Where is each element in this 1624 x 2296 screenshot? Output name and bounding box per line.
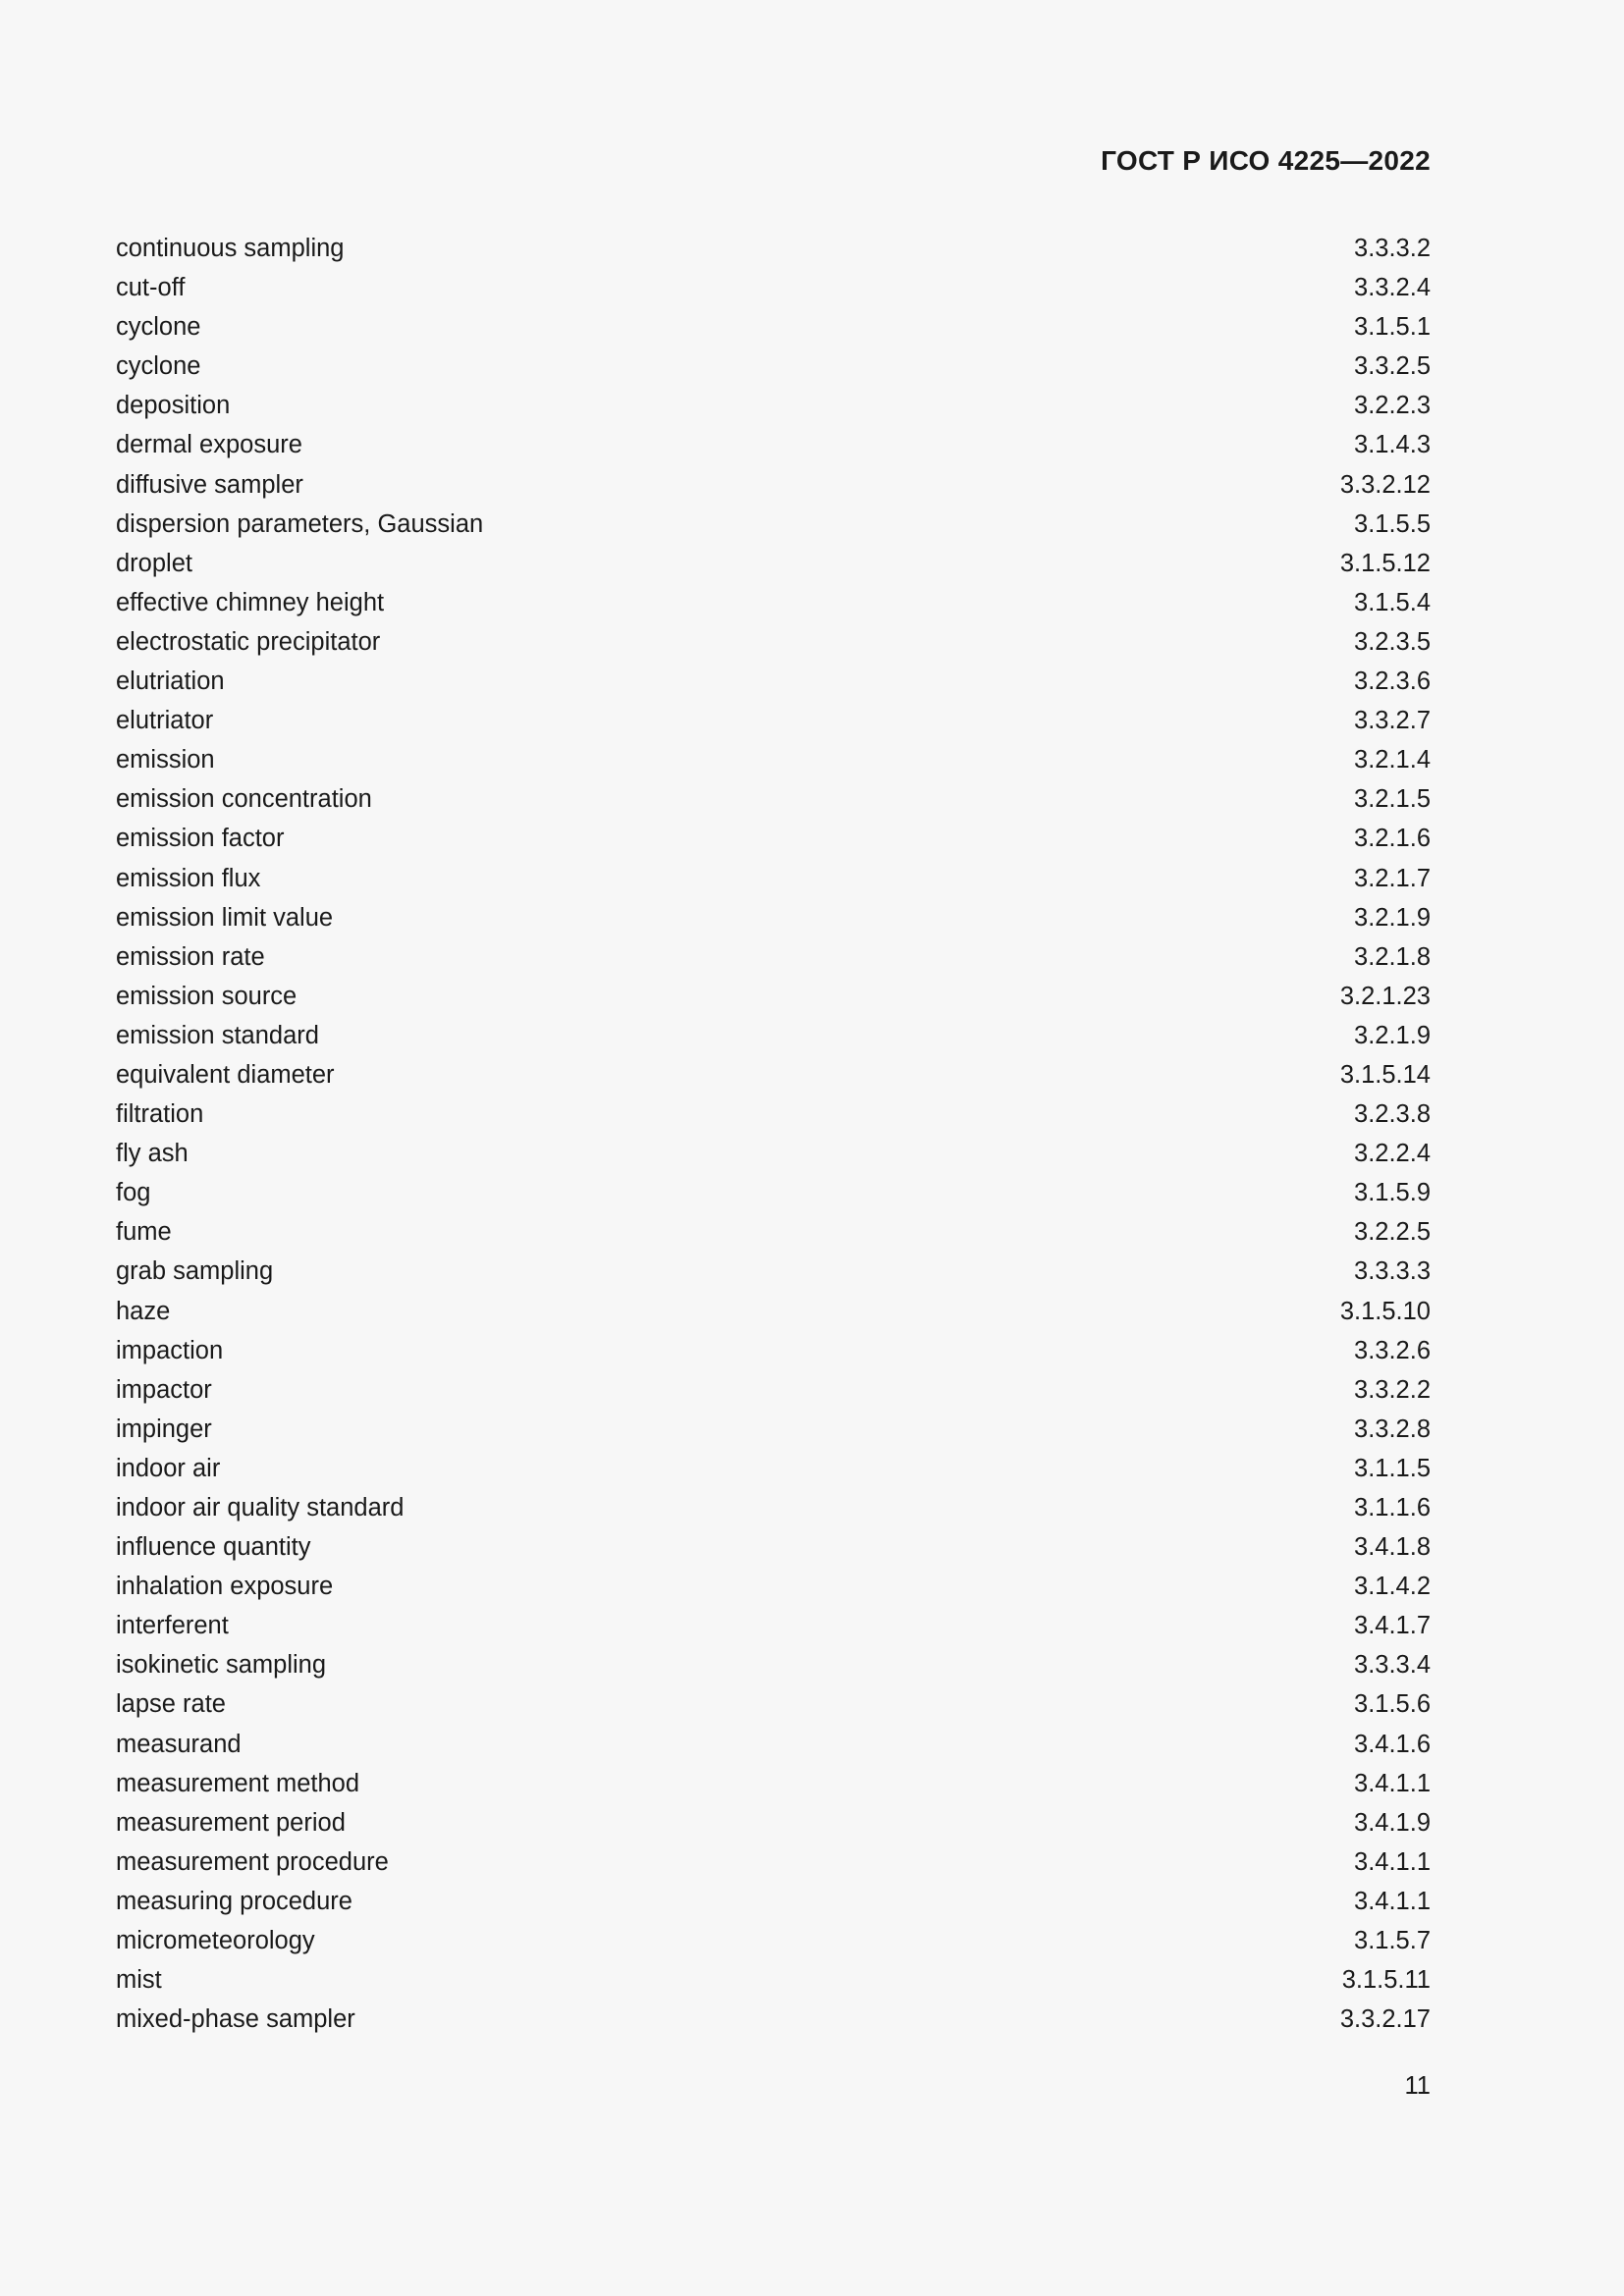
index-clause-ref: 3.3.2.8 xyxy=(1354,1415,1431,1443)
index-term: mist xyxy=(116,1966,162,1995)
index-clause-ref: 3.2.1.9 xyxy=(1354,1021,1431,1049)
index-clause-ref: 3.4.1.1 xyxy=(1354,1769,1431,1797)
index-term: inhalation exposure xyxy=(116,1573,334,1601)
index-term: emission source xyxy=(116,982,298,1010)
index-term: filtration xyxy=(116,1100,204,1129)
index-term: dermal exposure xyxy=(116,431,302,459)
index-term: deposition xyxy=(116,392,231,420)
index-clause-ref: 3.2.1.8 xyxy=(1354,942,1431,971)
index-term: influence quantity xyxy=(116,1533,311,1562)
index-term: cyclone xyxy=(116,352,201,381)
index-entry xyxy=(116,1725,1431,1764)
index-entry xyxy=(116,1449,1431,1488)
index-entry xyxy=(116,1055,1431,1095)
index-term: droplet xyxy=(116,549,192,577)
index-clause-ref: 3.2.2.5 xyxy=(1354,1218,1431,1247)
index-entry xyxy=(116,1292,1431,1331)
index-clause-ref: 3.3.3.2 xyxy=(1354,235,1431,262)
index-clause-ref: 3.1.5.9 xyxy=(1354,1179,1431,1207)
index-entry xyxy=(116,1764,1431,1803)
index-clause-ref: 3.1.1.6 xyxy=(1354,1494,1431,1522)
index-entry xyxy=(116,1684,1431,1724)
index-entry xyxy=(116,386,1431,425)
index-term: effective chimney height xyxy=(116,588,385,616)
index-clause-ref: 3.2.1.7 xyxy=(1354,864,1431,892)
index-clause-ref: 3.4.1.9 xyxy=(1354,1808,1431,1837)
index-entry xyxy=(116,1803,1431,1842)
index-clause-ref: 3.1.5.6 xyxy=(1354,1690,1431,1719)
index-clause-ref: 3.1.4.3 xyxy=(1354,431,1431,459)
index-term: emission standard xyxy=(116,1021,319,1049)
index-clause-ref: 3.2.1.4 xyxy=(1354,746,1431,774)
index-clause-ref: 3.2.1.9 xyxy=(1354,903,1431,932)
index-clause-ref: 3.1.5.12 xyxy=(1339,549,1431,577)
index-entry xyxy=(116,1527,1431,1567)
index-entry xyxy=(116,1095,1431,1134)
index-term: measurement procedure xyxy=(116,1847,389,1876)
index-term: measurement period xyxy=(116,1808,346,1837)
index-entry xyxy=(116,937,1431,977)
index-term: cut-off xyxy=(116,274,186,302)
index-term: grab sampling xyxy=(116,1257,274,1286)
index-clause-ref: 3.1.5.7 xyxy=(1354,1927,1431,1955)
index-term: impaction xyxy=(116,1336,224,1364)
index-term: emission limit value xyxy=(116,903,334,932)
index-entry xyxy=(116,898,1431,937)
index-entry xyxy=(116,229,1431,268)
index-clause-ref: 3.3.3.3 xyxy=(1354,1257,1431,1286)
index-entry xyxy=(116,1410,1431,1449)
index-term: impinger xyxy=(116,1415,212,1443)
index-entry xyxy=(116,425,1431,464)
index-clause-ref: 3.1.5.5 xyxy=(1354,509,1431,538)
index-term: elutriation xyxy=(116,667,225,696)
index-term: emission factor xyxy=(116,825,285,853)
index-entry xyxy=(116,1921,1431,1960)
index-entry xyxy=(116,1960,1431,2000)
index-term: isokinetic sampling xyxy=(116,1651,327,1680)
index-entry xyxy=(116,583,1431,622)
index-term: lapse rate xyxy=(116,1690,226,1719)
index-entry xyxy=(116,1212,1431,1252)
index-term: interferent xyxy=(116,1612,229,1640)
index-entry xyxy=(116,1173,1431,1212)
index-term: fume xyxy=(116,1218,172,1247)
index-clause-ref: 3.2.2.3 xyxy=(1354,392,1431,420)
index-term: equivalent diameter xyxy=(116,1060,335,1089)
index-clause-ref: 3.4.1.1 xyxy=(1354,1887,1431,1915)
index-entry xyxy=(116,307,1431,347)
index-entry xyxy=(116,622,1431,662)
index-term: continuous sampling xyxy=(116,235,345,262)
index-entry xyxy=(116,1842,1431,1882)
index-term: emission flux xyxy=(116,864,261,892)
index-entry xyxy=(116,977,1431,1016)
document-header: ГОСТ Р ИСО 4225—2022 xyxy=(1101,145,1431,176)
index-clause-ref: 3.3.2.4 xyxy=(1354,274,1431,302)
index-clause-ref: 3.3.2.2 xyxy=(1354,1375,1431,1404)
index-clause-ref: 3.2.1.5 xyxy=(1354,785,1431,814)
index-term: indoor air quality standard xyxy=(116,1494,405,1522)
index-entry xyxy=(116,819,1431,858)
index-clause-ref: 3.3.2.17 xyxy=(1339,2005,1431,2034)
index-entry xyxy=(116,1252,1431,1291)
index-entry xyxy=(116,1645,1431,1684)
index-clause-ref: 3.2.3.5 xyxy=(1354,627,1431,656)
index-clause-ref: 3.4.1.7 xyxy=(1354,1612,1431,1640)
index-clause-ref: 3.3.3.4 xyxy=(1354,1651,1431,1680)
index-entry xyxy=(116,1882,1431,1921)
index-clause-ref: 3.2.3.6 xyxy=(1354,667,1431,696)
index-clause-ref: 3.1.5.11 xyxy=(1341,1966,1431,1995)
index-entry xyxy=(116,1488,1431,1527)
term-index-list xyxy=(116,229,1431,2039)
index-clause-ref: 3.1.1.5 xyxy=(1354,1454,1431,1482)
index-clause-ref: 3.1.4.2 xyxy=(1354,1573,1431,1601)
page-number: 11 xyxy=(1404,2072,1431,2100)
index-term: haze xyxy=(116,1297,171,1325)
index-entry xyxy=(116,1370,1431,1410)
index-entry xyxy=(116,740,1431,779)
index-clause-ref: 3.2.3.8 xyxy=(1354,1100,1431,1129)
index-clause-ref: 3.4.1.6 xyxy=(1354,1730,1431,1758)
index-clause-ref: 3.3.2.6 xyxy=(1354,1336,1431,1364)
index-term: measurement method xyxy=(116,1769,360,1797)
index-clause-ref: 3.2.2.4 xyxy=(1354,1140,1431,1168)
index-entry xyxy=(116,1016,1431,1055)
index-term: dispersion parameters, Gaussian xyxy=(116,509,484,538)
index-clause-ref: 3.4.1.8 xyxy=(1354,1533,1431,1562)
index-entry xyxy=(116,859,1431,898)
index-entry xyxy=(116,544,1431,583)
index-term: emission concentration xyxy=(116,785,372,814)
index-clause-ref: 3.3.2.12 xyxy=(1339,470,1431,499)
index-term: mixed-phase sampler xyxy=(116,2005,355,2034)
index-entry xyxy=(116,1567,1431,1606)
index-entry xyxy=(116,779,1431,819)
index-clause-ref: 3.3.2.7 xyxy=(1354,707,1431,735)
index-term: impactor xyxy=(116,1375,212,1404)
index-entry xyxy=(116,1331,1431,1370)
index-entry xyxy=(116,1606,1431,1645)
index-entry xyxy=(116,268,1431,307)
index-clause-ref: 3.1.5.4 xyxy=(1354,588,1431,616)
index-term: fog xyxy=(116,1179,151,1207)
index-term: measurand xyxy=(116,1730,242,1758)
index-term: emission xyxy=(116,746,215,774)
index-term: electrostatic precipitator xyxy=(116,627,381,656)
index-term: measuring procedure xyxy=(116,1887,352,1915)
index-term: diffusive sampler xyxy=(116,470,303,499)
index-term: fly ash xyxy=(116,1140,189,1168)
index-term: elutriator xyxy=(116,707,214,735)
index-term: micrometeorology xyxy=(116,1927,315,1955)
index-clause-ref: 3.1.5.14 xyxy=(1339,1060,1431,1089)
index-entry xyxy=(116,2000,1431,2039)
index-term: cyclone xyxy=(116,313,201,342)
index-clause-ref: 3.1.5.10 xyxy=(1339,1297,1431,1325)
index-entry xyxy=(116,701,1431,740)
index-clause-ref: 3.3.2.5 xyxy=(1354,352,1431,381)
index-entry xyxy=(116,505,1431,544)
index-term: indoor air xyxy=(116,1454,221,1482)
index-entry xyxy=(116,1134,1431,1173)
index-entry xyxy=(116,662,1431,701)
index-clause-ref: 3.1.5.1 xyxy=(1354,313,1431,342)
index-clause-ref: 3.4.1.1 xyxy=(1354,1847,1431,1876)
index-clause-ref: 3.2.1.6 xyxy=(1354,825,1431,853)
index-term: emission rate xyxy=(116,942,265,971)
index-entry xyxy=(116,465,1431,505)
index-entry xyxy=(116,347,1431,386)
index-clause-ref: 3.2.1.23 xyxy=(1339,982,1431,1010)
